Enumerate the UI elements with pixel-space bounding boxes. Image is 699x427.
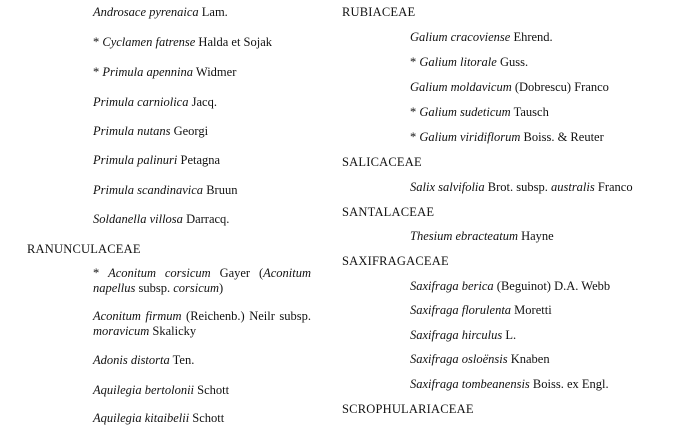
species-entry: [410, 229, 554, 244]
species-name: Saxifraga tombeanensis: [410, 377, 530, 391]
species-name: Galium moldavicum: [410, 80, 512, 94]
species-author: L.: [505, 328, 517, 342]
species-author: Boiss. ex Engl.: [532, 377, 609, 391]
species-entry: [93, 153, 220, 168]
species-entry: [410, 352, 550, 367]
species-name: Aconitum firmum: [93, 309, 182, 323]
species-name: Saxifraga florulenta: [410, 303, 512, 317]
family-heading: SALICACEAE: [342, 155, 422, 169]
species-name: Saxifraga berica: [410, 279, 494, 293]
species-name: Aquilegia kitaibelii: [93, 411, 190, 425]
species-entry: [93, 124, 208, 139]
endemic-star: *: [93, 266, 109, 280]
species-author: Guss.: [499, 55, 529, 69]
species-author: Petagna: [180, 153, 221, 167]
endemic-star: *: [93, 35, 103, 49]
species-name: Primula palinuri: [93, 153, 178, 167]
synonym-subspecies: corsicum: [173, 281, 220, 295]
species-entry: [93, 383, 229, 398]
species-author: Knaben: [510, 352, 550, 366]
endemic-star: *: [410, 105, 420, 119]
species-name: Aquilegia bertolonii: [93, 383, 195, 397]
species-name: Primula nutans: [93, 124, 171, 138]
subspecies-author: Franco: [597, 180, 633, 194]
species-entry: [93, 65, 236, 80]
species-name: Primula scandinavica: [93, 183, 204, 197]
species-entry: [410, 130, 604, 145]
species-name: Adonis distorta: [93, 353, 170, 367]
synonym-species: napellus: [93, 281, 136, 295]
species-name: Primula apennina: [102, 65, 193, 79]
species-entry: [410, 377, 609, 392]
species-entry: [410, 328, 516, 343]
species-author: Widmer: [195, 65, 237, 79]
species-entry: [93, 183, 237, 198]
species-entry: [410, 279, 610, 294]
family-heading: SCROPHULARIACEAE: [342, 402, 474, 416]
species-name: Soldanella villosa: [93, 212, 183, 226]
species-entry: [93, 353, 194, 368]
species-author: Tausch: [513, 105, 549, 119]
species-entry: [93, 411, 224, 426]
species-name: Aconitum corsicum: [108, 266, 211, 280]
species-name: Cyclamen fatrense: [102, 35, 196, 49]
species-author: Schott: [197, 383, 230, 397]
species-author: Brot. subsp.: [487, 180, 548, 194]
species-author: Georgi: [173, 124, 209, 138]
species-author: Moretti: [514, 303, 552, 317]
species-name: Androsace pyrenaica: [93, 5, 199, 19]
species-entry: [93, 5, 228, 20]
species-author: (Beguinot) D.A. Webb: [496, 279, 611, 293]
species-author: Bruun: [206, 183, 238, 197]
synonym-genus: Aconitum: [263, 266, 312, 280]
species-entry: [93, 35, 272, 50]
species-author: Hayne: [521, 229, 554, 243]
species-entry: [93, 266, 311, 296]
closing-paren: ): [219, 281, 224, 295]
subsp-label: subsp.: [138, 281, 171, 295]
species-entry: [410, 80, 609, 95]
species-entry: [93, 309, 311, 339]
species-name: Salix salvifolia: [410, 180, 485, 194]
species-author: Halda et Sojak: [198, 35, 273, 49]
species-entry: [410, 55, 528, 70]
species-entry: [93, 212, 229, 227]
species-author: Jacq.: [191, 95, 217, 109]
family-heading: SANTALACEAE: [342, 205, 435, 219]
species-author: Ehrend.: [513, 30, 553, 44]
family-heading: RANUNCULACEAE: [27, 242, 141, 256]
endemic-star: *: [410, 55, 420, 69]
species-author: Schott: [192, 411, 225, 425]
species-name: Galium viridiflorum: [419, 130, 521, 144]
species-name: Galium sudeticum: [419, 105, 511, 119]
family-heading: RUBIACEAE: [342, 5, 416, 19]
endemic-star: *: [410, 130, 420, 144]
species-author: Darracq.: [186, 212, 230, 226]
species-entry: [410, 105, 549, 120]
subspecies-author: Skalicky: [152, 324, 197, 338]
subspecies-name: moravicum: [93, 324, 150, 338]
subspecies-name: australis: [550, 180, 595, 194]
species-author: (Dobrescu) Franco: [514, 80, 609, 94]
species-name: Galium litorale: [419, 55, 497, 69]
species-author: Lam.: [201, 5, 228, 19]
species-entry: [93, 95, 217, 110]
species-entry: [410, 30, 553, 45]
species-name: Thesium ebracteatum: [410, 229, 518, 243]
species-author: Gayer (: [219, 266, 264, 280]
family-heading: SAXIFRAGACEAE: [342, 254, 449, 268]
species-entry: [410, 180, 633, 195]
species-author: Ten.: [172, 353, 195, 367]
species-name: Saxifraga hirculus: [410, 328, 503, 342]
species-name: Primula carniolica: [93, 95, 189, 109]
species-author: Boiss. & Reuter: [523, 130, 604, 144]
species-entry: [410, 303, 552, 318]
species-name: Galium cracoviense: [410, 30, 511, 44]
species-name: Saxifraga osloënsis: [410, 352, 508, 366]
species-author: (Reichenb.) Neilr subsp.: [186, 309, 311, 323]
endemic-star: *: [93, 65, 103, 79]
